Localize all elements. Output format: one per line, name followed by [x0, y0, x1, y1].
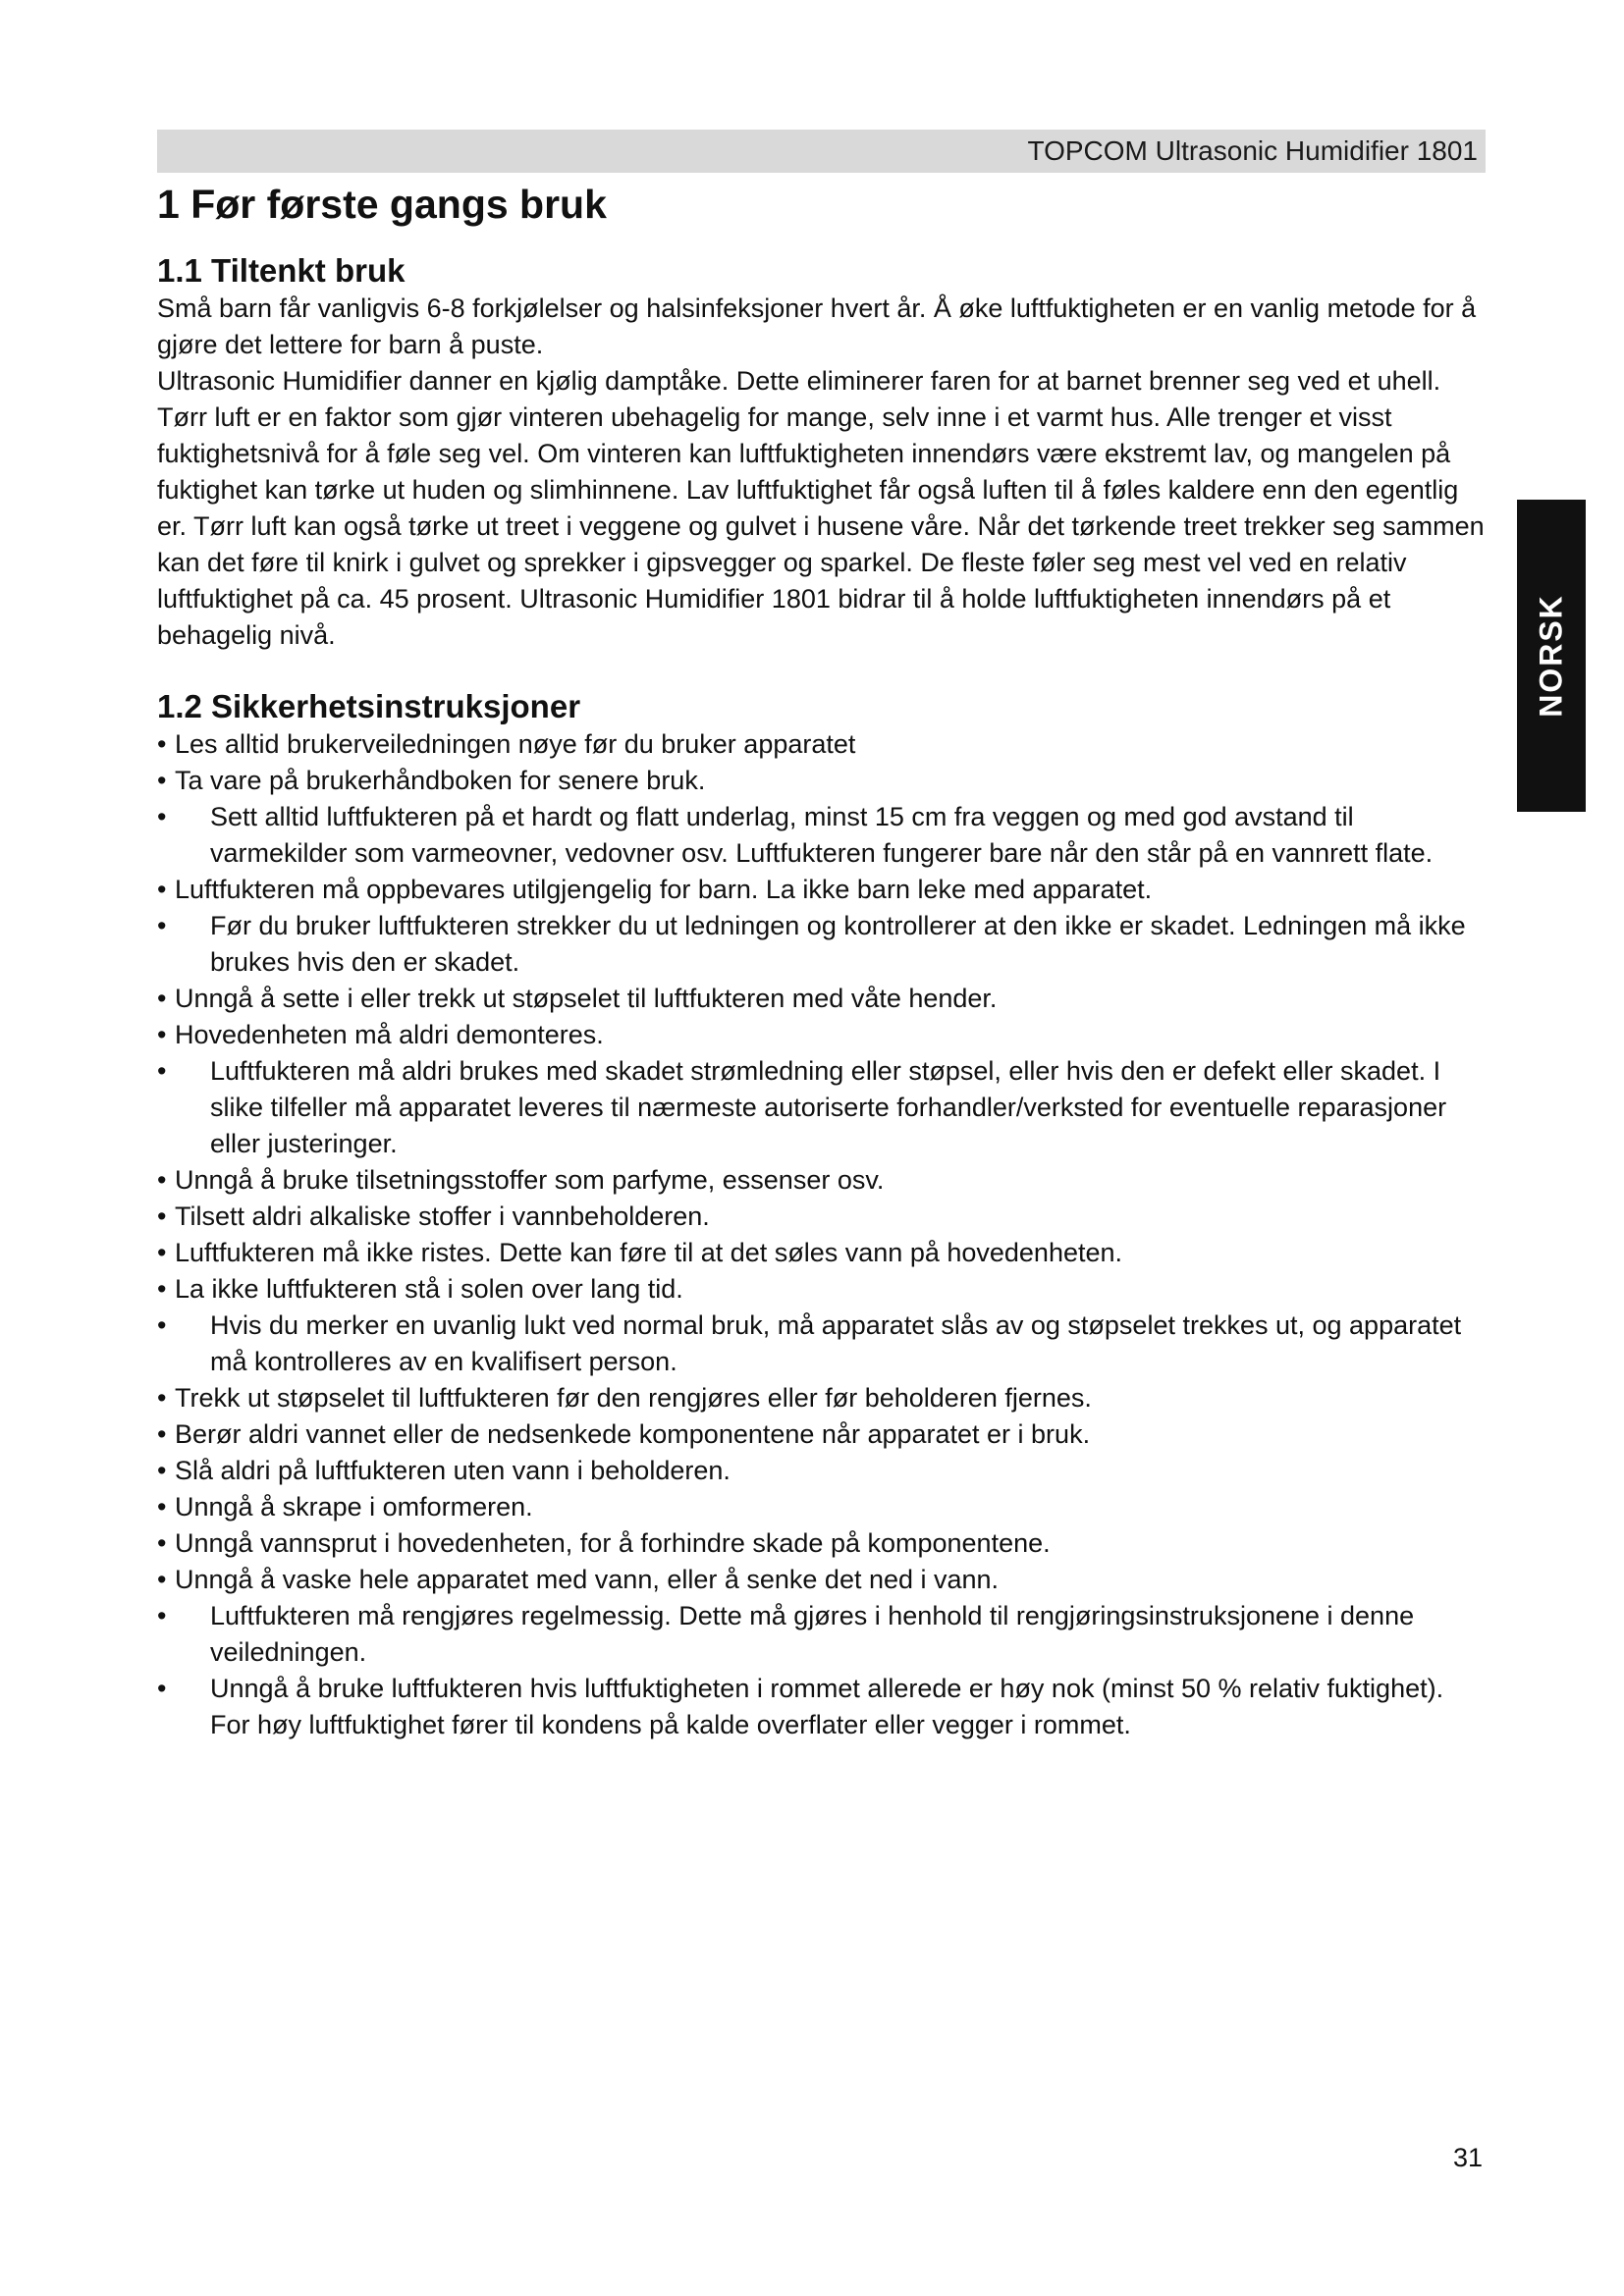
subsection-title-intended-use: 1.1 Tiltenkt bruk [157, 252, 406, 289]
list-item: • Luftfukteren må rengjøres regelmessig. Dette må gjøres i henhold til rengjøringsinstruksjonene i denne veiledningen. [157, 1598, 1488, 1671]
list-item: • Luftfukteren må aldri brukes med skadet strømledning eller støpsel, eller hvis den er defekt eller skadet. I slike tilfeller må apparatet leveres til nærmeste autoriserte forhandler/verksted for eventuelle reparasjoner eller justeringer. [157, 1053, 1488, 1162]
paragraph: Små barn får vanligvis 6-8 forkjølelser og halsinfeksjoner hvert år. Å øke luftfuktigheten er en vanlig metode for å gjøre det lettere for barn å puste. [157, 294, 1477, 359]
section-title: 1 Før første gangs bruk [157, 182, 607, 227]
header-title: TOPCOM Ultrasonic Humidifier 1801 [1027, 135, 1478, 166]
list-item: • Les alltid brukerveiledningen nøye før du bruker apparatet [157, 726, 1488, 763]
list-item: • Berør aldri vannet eller de nedsenkede komponentene når apparatet er i bruk. [157, 1416, 1488, 1453]
page-header-bar [157, 130, 1486, 173]
list-item: • Hovedenheten må aldri demonteres. [157, 1017, 1488, 1053]
paragraph: Tørr luft er en faktor som gjør vinteren ubehagelig for mange, selv inne i et varmt hus. Alle trenger et visst fuktighetsnivå for å føle seg vel. Om vinteren kan luftfuktigheten innendørs være ekstremt lav, og mangelen på fuktighet kan tørke ut huden og slimhinnene. Lav luftfuktighet får også luften til å føles kaldere enn den egentlig er. Tørr luft kan også tørke ut treet i veggene og gulvet i husene våre. Når det tørkende treet trekker seg sammen kan det føre til knirk i gulvet og sprekker i gipsvegger og sparkel. De fleste føler seg mest vel ved en relativ luftfuktighet på ca. 45 prosent. Ultrasonic Humidifier 1801 bidrar til å holde luftfuktigheten innendørs på et behagelig nivå. [157, 402, 1485, 650]
list-item: • Ta vare på brukerhåndboken for senere bruk. [157, 763, 1488, 799]
list-item: • Før du bruker luftfukteren strekker du ut ledningen og kontrollerer at den ikke er skadet. Ledningen må ikke brukes hvis den er skadet. [157, 908, 1488, 981]
list-item: • Hvis du merker en uvanlig lukt ved normal bruk, må apparatet slås av og støpselet trekkes ut, og apparatet må kontrolleres av en kvalifisert person. [157, 1308, 1488, 1380]
list-item: • Unngå å sette i eller trekk ut støpselet til luftfukteren med våte hender. [157, 981, 1488, 1017]
main-content [157, 177, 1488, 1743]
list-item: • Tilsett aldri alkaliske stoffer i vannbeholderen. [157, 1199, 1488, 1235]
list-item: • Luftfukteren må oppbevares utilgjengelig for barn. La ikke barn leke med apparatet. [157, 872, 1488, 908]
language-tab-label: NORSK [1533, 594, 1569, 718]
language-tab [1517, 500, 1586, 812]
list-item: • Unngå å vaske hele apparatet med vann, eller å senke det ned i vann. [157, 1562, 1488, 1598]
page-number: 31 [1453, 2143, 1484, 2172]
list-item: • Trekk ut støpselet til luftfukteren før den rengjøres eller før beholderen fjernes. [157, 1380, 1488, 1416]
list-item: • Unngå å bruke luftfukteren hvis luftfuktigheten i rommet allerede er høy nok (minst 50 % relativ fuktighet). For høy luftfuktighet fører til kondens på kalde overflater eller vegger i rommet. [157, 1671, 1488, 1743]
list-item: • Slå aldri på luftfukteren uten vann i beholderen. [157, 1453, 1488, 1489]
subsection-title-safety: 1.2 Sikkerhetsinstruksjoner [157, 688, 581, 724]
list-item: • Luftfukteren må ikke ristes. Dette kan føre til at det søles vann på hovedenheten. [157, 1235, 1488, 1271]
list-item: • Unngå å bruke tilsetningsstoffer som parfyme, essenser osv. [157, 1162, 1488, 1199]
list-item: • La ikke luftfukteren stå i solen over lang tid. [157, 1271, 1488, 1308]
list-item: • Sett alltid luftfukteren på et hardt og flatt underlag, minst 15 cm fra veggen og med god avstand til varmekilder som varmeovner, vedovner osv. Luftfukteren fungerer bare når den står på en vannrett flate. [157, 799, 1488, 872]
safety-list [157, 726, 1488, 1743]
list-item: • Unngå vannsprut i hovedenheten, for å forhindre skade på komponentene. [157, 1525, 1488, 1562]
paragraph: Ultrasonic Humidifier danner en kjølig damptåke. Dette eliminerer faren for at barnet brenner seg ved et uhell. [157, 366, 1441, 396]
list-item: • Unngå å skrape i omformeren. [157, 1489, 1488, 1525]
